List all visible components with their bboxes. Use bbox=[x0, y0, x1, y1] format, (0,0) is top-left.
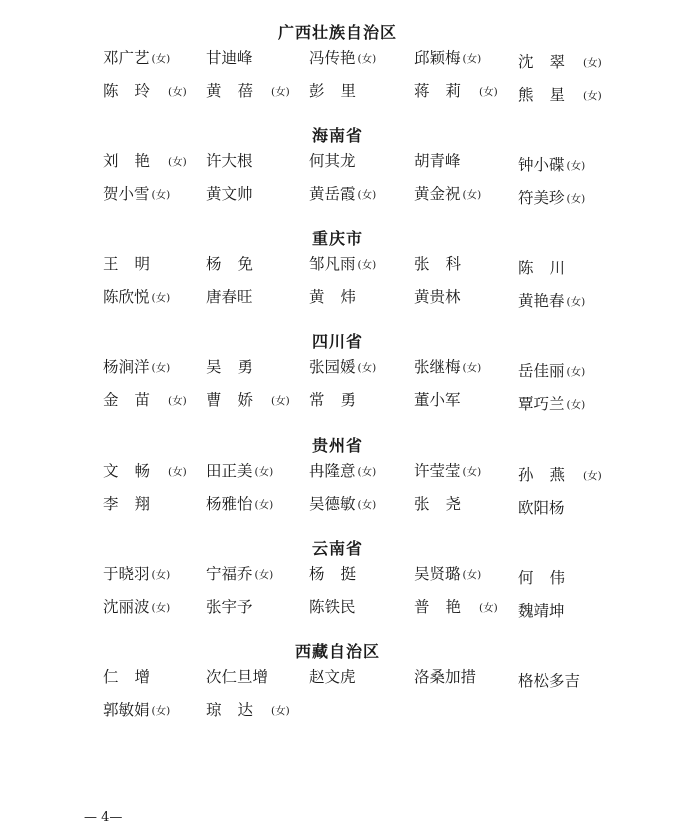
person-entry bbox=[206, 150, 253, 172]
person-entry bbox=[518, 600, 565, 622]
person-entry bbox=[103, 253, 166, 275]
person-entry bbox=[103, 460, 187, 483]
person-entry bbox=[309, 47, 376, 70]
female-marker: (女) bbox=[151, 53, 171, 65]
person-entry bbox=[414, 666, 476, 688]
person-name: 冯传艳 bbox=[309, 49, 356, 67]
person-entry bbox=[103, 47, 170, 70]
name-row bbox=[0, 80, 675, 104]
person-name: 李翔 bbox=[103, 495, 167, 513]
person-name: 于晓羽 bbox=[103, 565, 150, 583]
person-name: 符美珍 bbox=[518, 189, 565, 207]
person-entry bbox=[414, 356, 481, 379]
female-marker: (女) bbox=[462, 362, 482, 374]
person-name: 金苗 bbox=[103, 391, 167, 409]
female-marker: (女) bbox=[357, 53, 377, 65]
person-name: 何其龙 bbox=[309, 152, 356, 170]
person-name: 仁增 bbox=[103, 668, 167, 686]
person-entry bbox=[309, 563, 372, 585]
person-name: 许大根 bbox=[206, 152, 253, 170]
person-name: 胡青峰 bbox=[414, 152, 461, 170]
female-marker: (女) bbox=[254, 499, 274, 511]
person-name: 冉隆意 bbox=[309, 462, 356, 480]
person-name: 张园媛 bbox=[309, 358, 356, 376]
person-name: 唐春旺 bbox=[206, 288, 253, 306]
person-name: 格松多吉 bbox=[518, 672, 581, 690]
person-entry bbox=[414, 150, 461, 172]
region-heading: 重庆市 bbox=[311, 229, 363, 248]
person-name: 王明 bbox=[103, 255, 167, 273]
person-name: 刘艳 bbox=[103, 152, 167, 170]
person-entry bbox=[414, 460, 481, 483]
name-row bbox=[0, 253, 675, 277]
female-marker: (女) bbox=[566, 366, 586, 378]
person-name: 杨雅怡 bbox=[206, 495, 253, 513]
person-name: 杨涧洋 bbox=[103, 358, 150, 376]
person-name: 普艳 bbox=[414, 598, 478, 616]
female-marker: (女) bbox=[271, 86, 290, 98]
person-name: 张科 bbox=[414, 255, 478, 273]
person-name: 吴勇 bbox=[206, 358, 270, 376]
person-entry bbox=[518, 360, 585, 383]
person-name: 杨免 bbox=[206, 255, 270, 273]
name-row bbox=[0, 563, 675, 587]
person-name: 田正美 bbox=[206, 462, 253, 480]
person-name: 张宇予 bbox=[206, 598, 253, 616]
female-marker: (女) bbox=[271, 395, 290, 407]
person-name: 黄炜 bbox=[309, 288, 373, 306]
person-entry bbox=[206, 47, 253, 69]
person-name: 熊星 bbox=[518, 86, 582, 104]
person-entry bbox=[518, 497, 565, 519]
name-row bbox=[0, 389, 675, 413]
name-row bbox=[0, 183, 675, 207]
female-marker: (女) bbox=[151, 362, 171, 374]
person-entry bbox=[518, 290, 585, 313]
person-entry bbox=[103, 563, 170, 586]
person-name: 黄蓓 bbox=[206, 82, 270, 100]
female-marker: (女) bbox=[151, 189, 171, 201]
person-name: 孙燕 bbox=[518, 466, 582, 484]
person-entry bbox=[206, 253, 269, 275]
person-entry bbox=[103, 150, 187, 173]
region-heading: 广西壮族自治区 bbox=[277, 23, 397, 42]
female-marker: (女) bbox=[462, 466, 482, 478]
female-marker: (女) bbox=[462, 569, 482, 581]
person-name: 宁福乔 bbox=[206, 565, 253, 583]
region-heading: 云南省 bbox=[311, 539, 363, 558]
female-marker: (女) bbox=[566, 160, 586, 172]
person-entry bbox=[309, 460, 376, 483]
female-marker: (女) bbox=[151, 602, 171, 614]
name-row bbox=[0, 460, 675, 484]
person-entry bbox=[414, 183, 481, 206]
person-name: 吴贤璐 bbox=[414, 565, 461, 583]
female-marker: (女) bbox=[168, 156, 187, 168]
region-heading: 海南省 bbox=[311, 126, 363, 145]
region-heading: 贵州省 bbox=[311, 436, 363, 455]
person-name: 文畅 bbox=[103, 462, 167, 480]
name-row bbox=[0, 286, 675, 310]
female-marker: (女) bbox=[479, 86, 498, 98]
person-name: 黄贵林 bbox=[414, 288, 461, 306]
female-marker: (女) bbox=[254, 569, 274, 581]
page-number: — 4— bbox=[84, 810, 123, 825]
female-marker: (女) bbox=[168, 395, 187, 407]
person-entry bbox=[103, 596, 170, 619]
female-marker: (女) bbox=[462, 53, 482, 65]
person-entry bbox=[206, 666, 268, 688]
person-entry bbox=[518, 257, 581, 279]
person-name: 彭里 bbox=[309, 82, 373, 100]
person-entry bbox=[518, 464, 602, 487]
female-marker: (女) bbox=[583, 470, 602, 482]
person-name: 钟小碟 bbox=[518, 156, 565, 174]
person-entry bbox=[206, 286, 253, 308]
female-marker: (女) bbox=[168, 86, 187, 98]
person-name: 琼达 bbox=[206, 701, 270, 719]
female-marker: (女) bbox=[151, 292, 171, 304]
person-name: 邹凡雨 bbox=[309, 255, 356, 273]
person-entry bbox=[103, 286, 170, 309]
person-name: 岳佳丽 bbox=[518, 362, 565, 380]
person-entry bbox=[518, 154, 585, 177]
person-name: 邓广艺 bbox=[103, 49, 150, 67]
female-marker: (女) bbox=[357, 362, 377, 374]
person-entry bbox=[414, 389, 461, 411]
person-entry bbox=[103, 666, 166, 688]
person-entry bbox=[414, 286, 461, 308]
person-entry bbox=[206, 356, 269, 378]
person-name: 陈川 bbox=[518, 259, 582, 277]
person-entry bbox=[206, 493, 273, 516]
region-heading: 四川省 bbox=[311, 332, 363, 351]
female-marker: (女) bbox=[566, 296, 586, 308]
female-marker: (女) bbox=[357, 499, 377, 511]
female-marker: (女) bbox=[357, 259, 377, 271]
person-entry bbox=[309, 666, 356, 688]
person-entry bbox=[518, 51, 602, 74]
person-name: 何伟 bbox=[518, 569, 582, 587]
female-marker: (女) bbox=[583, 90, 602, 102]
person-entry bbox=[103, 80, 187, 103]
person-name: 曹娇 bbox=[206, 391, 270, 409]
person-entry bbox=[103, 356, 170, 379]
person-entry bbox=[103, 493, 166, 515]
person-name: 沈翠 bbox=[518, 53, 582, 71]
person-name: 黄艳春 bbox=[518, 292, 565, 310]
person-entry bbox=[103, 183, 170, 206]
person-name: 甘迪峰 bbox=[206, 49, 253, 67]
person-name: 黄金祝 bbox=[414, 185, 461, 203]
person-entry bbox=[414, 80, 498, 103]
person-entry bbox=[414, 253, 477, 275]
person-entry bbox=[414, 596, 498, 619]
person-entry bbox=[309, 389, 372, 411]
person-name: 许莹莹 bbox=[414, 462, 461, 480]
person-name: 郭敏娟 bbox=[103, 701, 150, 719]
person-entry bbox=[206, 460, 273, 483]
person-entry bbox=[414, 563, 481, 586]
person-entry bbox=[103, 699, 170, 722]
person-name: 魏靖坤 bbox=[518, 602, 565, 620]
female-marker: (女) bbox=[357, 466, 377, 478]
name-row bbox=[0, 666, 675, 690]
region-heading: 西藏自治区 bbox=[294, 642, 380, 661]
person-name: 董小军 bbox=[414, 391, 461, 409]
person-entry bbox=[309, 286, 372, 308]
female-marker: (女) bbox=[151, 705, 171, 717]
person-entry bbox=[206, 80, 290, 103]
person-entry bbox=[206, 389, 290, 412]
person-entry bbox=[206, 563, 273, 586]
person-entry bbox=[309, 183, 376, 206]
name-row bbox=[0, 596, 675, 620]
person-name: 覃巧兰 bbox=[518, 395, 565, 413]
person-entry bbox=[414, 493, 477, 515]
person-entry bbox=[518, 567, 581, 589]
person-name: 陈欣悦 bbox=[103, 288, 150, 306]
person-entry bbox=[309, 596, 356, 618]
person-name: 吴德敏 bbox=[309, 495, 356, 513]
female-marker: (女) bbox=[479, 602, 498, 614]
female-marker: (女) bbox=[151, 569, 171, 581]
female-marker: (女) bbox=[462, 189, 482, 201]
person-name: 欧阳杨 bbox=[518, 499, 565, 517]
female-marker: (女) bbox=[254, 466, 274, 478]
name-row bbox=[0, 150, 675, 174]
person-name: 赵文虎 bbox=[309, 668, 356, 686]
person-name: 陈铁民 bbox=[309, 598, 356, 616]
person-name: 洛桑加措 bbox=[414, 668, 477, 686]
female-marker: (女) bbox=[566, 193, 586, 205]
person-entry bbox=[414, 47, 481, 70]
person-name: 沈丽波 bbox=[103, 598, 150, 616]
person-name: 黄文帅 bbox=[206, 185, 253, 203]
female-marker: (女) bbox=[566, 399, 586, 411]
name-row bbox=[0, 356, 675, 380]
female-marker: (女) bbox=[168, 466, 187, 478]
female-marker: (女) bbox=[271, 705, 290, 717]
person-entry bbox=[309, 493, 376, 516]
person-name: 杨挺 bbox=[309, 565, 373, 583]
person-name: 张尧 bbox=[414, 495, 478, 513]
person-entry bbox=[309, 150, 356, 172]
person-entry bbox=[206, 183, 253, 205]
name-row bbox=[0, 699, 675, 723]
person-entry bbox=[309, 80, 372, 102]
person-entry bbox=[206, 699, 290, 722]
person-name: 张继梅 bbox=[414, 358, 461, 376]
person-entry bbox=[206, 596, 253, 618]
person-entry bbox=[309, 356, 376, 379]
person-entry bbox=[518, 393, 585, 416]
person-name: 蒋莉 bbox=[414, 82, 478, 100]
person-entry bbox=[309, 253, 376, 276]
person-name: 黄岳霞 bbox=[309, 185, 356, 203]
name-row bbox=[0, 493, 675, 517]
person-name: 陈玲 bbox=[103, 82, 167, 100]
person-entry bbox=[518, 670, 580, 692]
name-row bbox=[0, 47, 675, 71]
person-name: 邱颖梅 bbox=[414, 49, 461, 67]
person-entry bbox=[518, 84, 602, 107]
person-name: 贺小雪 bbox=[103, 185, 150, 203]
female-marker: (女) bbox=[583, 57, 602, 69]
person-name: 次仁旦增 bbox=[206, 668, 269, 686]
female-marker: (女) bbox=[357, 189, 377, 201]
person-entry bbox=[518, 187, 585, 210]
person-name: 常勇 bbox=[309, 391, 373, 409]
person-entry bbox=[103, 389, 187, 412]
